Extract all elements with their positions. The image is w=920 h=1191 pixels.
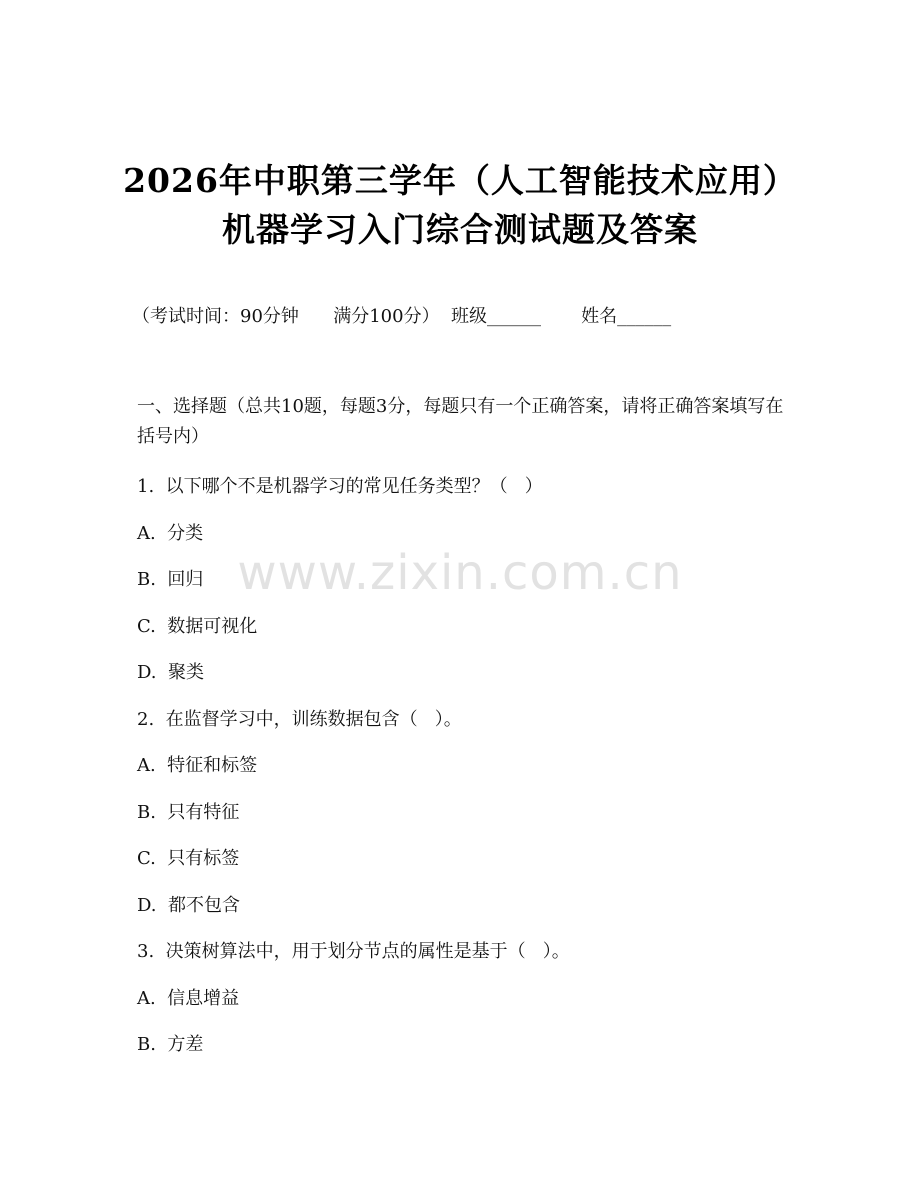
question-2-option-c: C. 只有标签 (137, 848, 240, 869)
question-1-option-b: B. 回归 (137, 569, 204, 590)
section-heading: 一、选择题（总共10题，每题3分，每题只有一个正确答案，请将正确答案填写在括号内） (137, 396, 784, 447)
exam-info: （考试时间：90分钟 满分100分） 班级______ 姓名______ (132, 306, 672, 327)
question-2-option-a: A. 特征和标签 (137, 755, 258, 776)
document-title-line1: 2026年中职第三学年（人工智能技术应用） (123, 161, 797, 200)
question-1-option-c: C. 数据可视化 (137, 616, 258, 637)
question-2-option-b: B. 只有特征 (137, 802, 240, 823)
question-1-option-a: A. 分类 (137, 523, 204, 544)
question-3-option-a: A. 信息增益 (137, 988, 240, 1009)
question-2-option-d: D. 都不包含 (137, 895, 240, 916)
question-1: 1. 以下哪个不是机器学习的常见任务类型？（ ） (137, 476, 543, 497)
question-2: 2. 在监督学习中，训练数据包含（ ）。 (137, 709, 462, 730)
question-1-option-d: D. 聚类 (137, 662, 204, 683)
document-title-line2: 机器学习入门综合测试题及答案 (222, 210, 698, 249)
question-3: 3. 决策树算法中，用于划分节点的属性是基于（ ）。 (137, 941, 570, 962)
question-3-option-b: B. 方差 (137, 1034, 204, 1055)
watermark: www.zixin.com.cn (237, 545, 683, 601)
